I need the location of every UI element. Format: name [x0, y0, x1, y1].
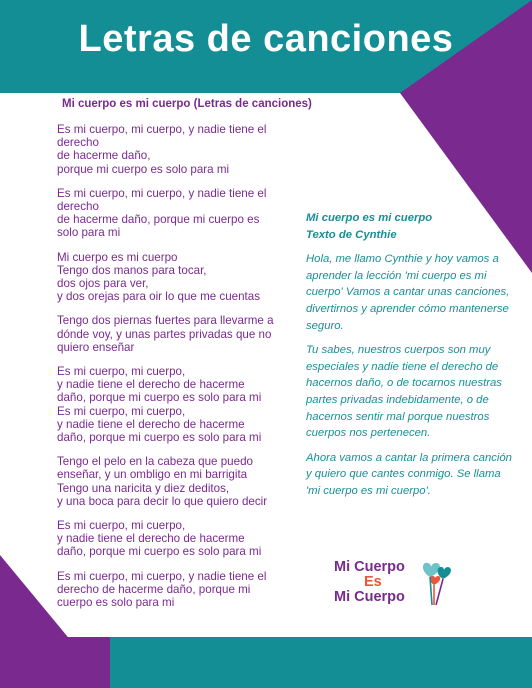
lyrics-stanza: Mi cuerpo es mi cuerpo Tengo dos manos para tocar, dos ojos para ver, y dos orejas para oir lo que me cuentas — [57, 250, 261, 304]
lyrics-stanza: Es mi cuerpo, mi cuerpo, y nadie tiene el derecho de hacerme daño, porque mi cuerpo es solo para mi — [57, 186, 267, 240]
page-title: Letras de canciones — [78, 18, 454, 60]
logo-line-2: Es — [364, 574, 382, 590]
panel-title: Mi cuerpo es mi cuerpo — [306, 212, 433, 224]
footer-purple-triangle — [0, 637, 532, 688]
heart-balloons-icon — [416, 559, 456, 609]
mi-cuerpo-logo — [334, 559, 484, 614]
lyrics-stanza: Tengo el pelo en la cabeza que puedo enseñar, y un ombligo en mi barrigita Tengo una naricita y diez deditos, y una boca para decir lo que quiero decir — [57, 455, 268, 508]
panel-paragraph: Hola, me llamo Cynthie y hoy vamos a aprender la lección 'mi cuerpo es mi cuerpo' Vamos a cantar unas canciones, divertirnos y aprender cómo mantenerse seguro. — [306, 253, 510, 332]
song-lyrics — [57, 123, 302, 620]
panel-paragraph: Ahora vamos a cantar la primera canción y quiero que cantes conmigo. Se llama 'mi cuerpo es mi cuerpo'. — [306, 451, 512, 497]
lyrics-stanza: Es mi cuerpo, mi cuerpo, y nadie tiene el derecho de hacerme daño, porque mi cuerpo es solo para mi Es mi cuerpo, mi cuerpo, y nadie tiene el derecho de hacerme daño, porque mi cuerpo es solo para mi — [57, 365, 262, 445]
lyrics-stanza: Tengo dos piernas fuertes para llevarme a dónde voy, y unas partes privadas que no quiero enseñar — [57, 314, 274, 354]
song-heading: Mi cuerpo es mi cuerpo (Letras de canciones) — [62, 98, 312, 110]
lyrics-stanza: Es mi cuerpo, mi cuerpo, y nadie tiene el derecho de hacerme daño, porque mi cuerpo es solo para mi — [57, 519, 262, 559]
panel-paragraph: Tu sabes, nuestros cuerpos son muy especiales y nadie tiene el derecho de hacernos daño, o de tocarnos nuestras partes privadas indebidamente, o de hacernos sentir mal porque nuestros cuerpos nos pertenecen. — [306, 344, 502, 440]
logo-line-1: Mi Cuerpo — [334, 559, 405, 575]
lyrics-stanza: Es mi cuerpo, mi cuerpo, y nadie tiene el derecho de hacerme daño, porque mi cuerpo es solo para mi — [57, 123, 267, 176]
panel-subtitle: Texto de Cynthie — [306, 228, 397, 241]
lyrics-stanza: Es mi cuerpo, mi cuerpo, y nadie tiene el derecho de hacerme daño, porque mi cuerpo es solo para mi — [57, 569, 267, 610]
logo-line-3: Mi Cuerpo — [334, 589, 405, 605]
cynthie-text-panel — [306, 210, 516, 508]
